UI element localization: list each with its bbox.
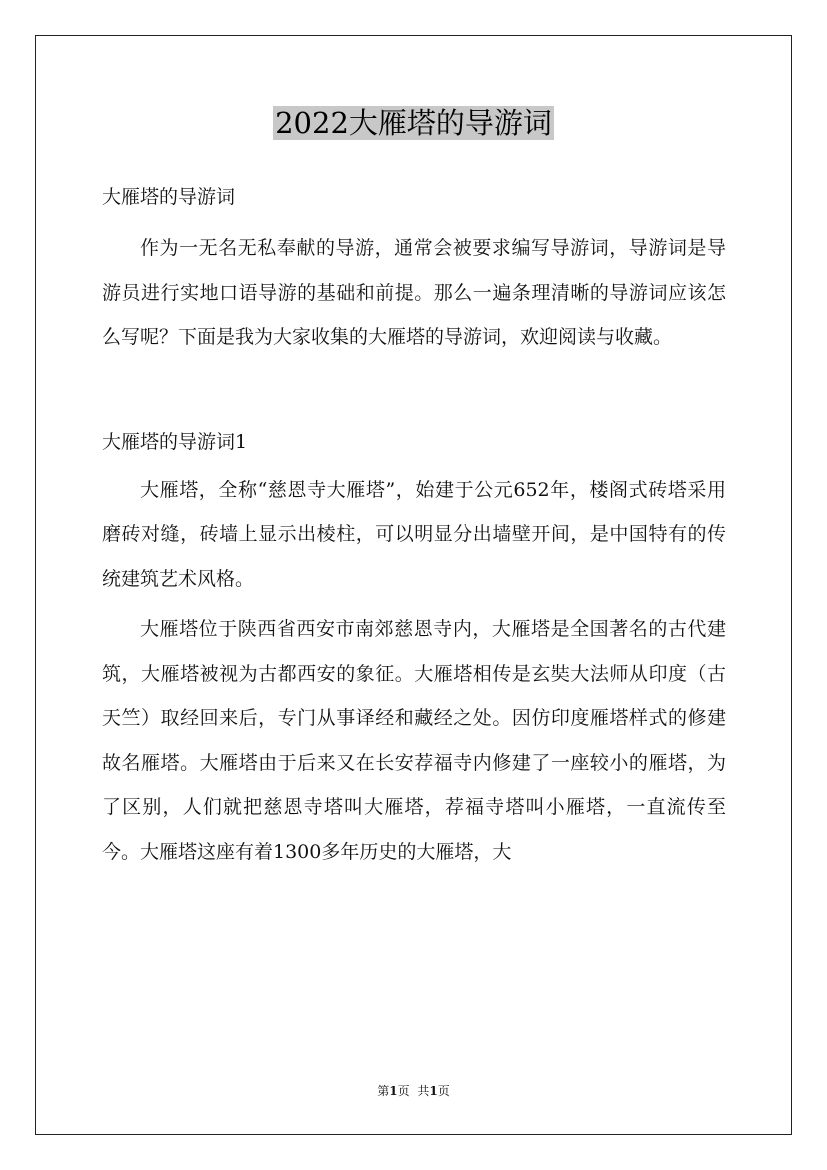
footer-page-number: 1 [389,1084,398,1098]
document-subtitle: 大雁塔的导游词 [102,186,236,208]
document-title [0,103,827,143]
footer-page-suffix: 页 [397,1084,410,1098]
document-body [102,170,726,874]
section-heading: 大雁塔的导游词1 [102,430,248,453]
section-paragraph: 大雁塔，全称“慈恩寺大雁塔”，始建于公元652年，楼阁式砖塔采用磨砖对缝，砖墙上显示出棱柱，可以明显分出墙壁开间，是中国特有的传统建筑艺术风格。 [102,478,726,590]
page-footer [0,1082,827,1099]
intro-paragraph: 作为一无名无私奉献的导游，通常会被要求编写导游词，导游词是导游员进行实地口语导游的基础和前提。那么一遍条理清晰的导游词应该怎么写呢？下面是我为大家收集的大雁塔的导游词，欢迎阅读与收藏。 [102,237,726,348]
footer-total-number: 1 [429,1084,438,1098]
footer-total-prefix: 共 [417,1084,430,1098]
footer-page-prefix: 第 [377,1084,390,1098]
section-paragraph: 大雁塔位于陕西省西安市南郊慈恩寺内，大雁塔是全国著名的古代建筑，大雁塔被视为古都西安的象征。大雁塔相传是玄奘大法师从印度（古天竺）取经回来后，专门从事译经和藏经之处。因仿印度雁塔样式的修建故名雁塔。大雁塔由于后来又在长安荐福寺内修建了一座较小的雁塔，为了区别，人们就把慈恩寺塔叫大雁塔，荐福寺塔叫小雁塔，一直流传至今。大雁塔这座有着1300多年历史的大雁塔，大 [102,618,726,863]
footer-total-suffix: 页 [437,1084,450,1098]
document-title-text: 2022大雁塔的导游词 [275,106,552,140]
